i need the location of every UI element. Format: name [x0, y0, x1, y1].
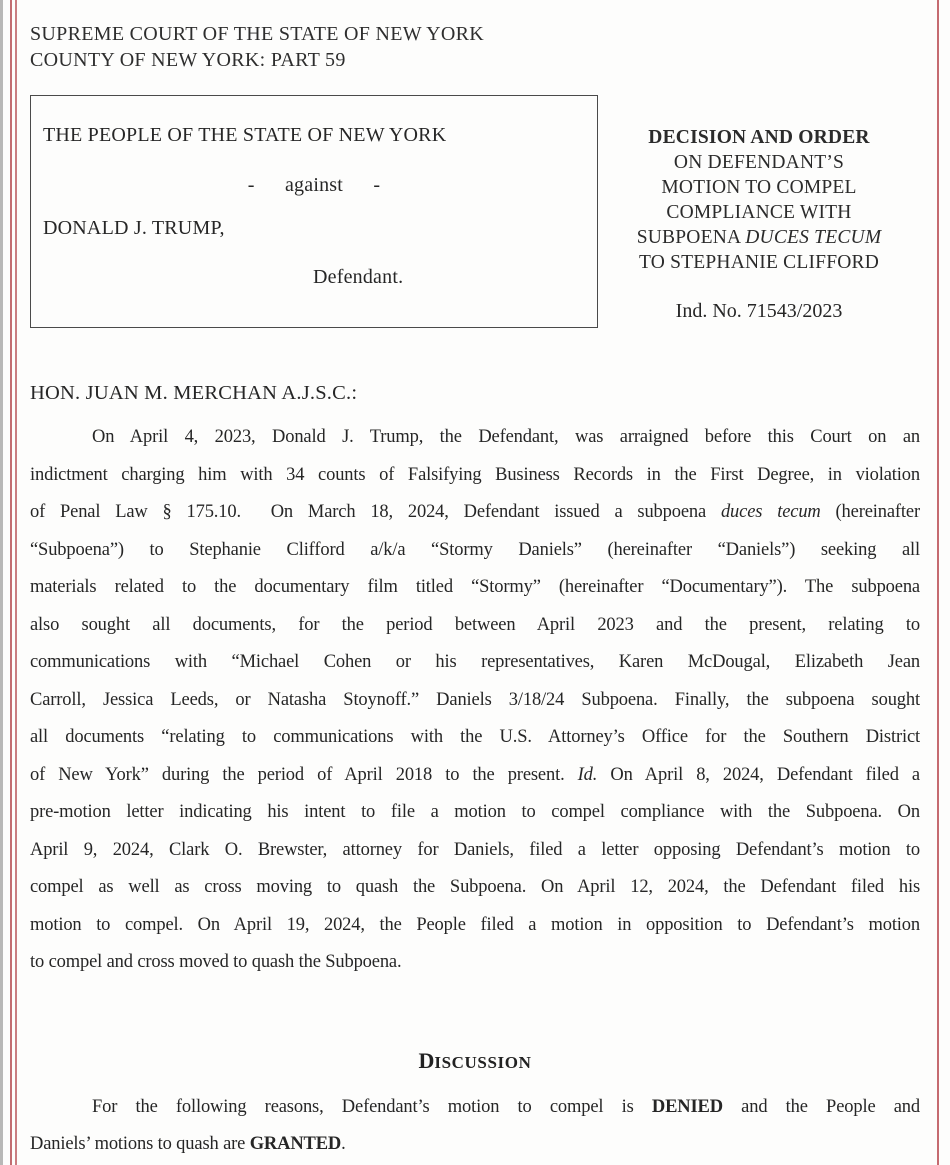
body-text-line [30, 419, 920, 457]
title-line-6: TO STEPHANIE CLIFFORD [638, 252, 880, 273]
title-line-4: COMPLIANCE WITH [666, 202, 852, 223]
text-segment: indictment charging him with 34 counts of Falsifying Business Records in the First Degree, in violation [30, 464, 920, 485]
text-segment: compel as well as cross moving to quash the Subpoena. On April 12, 2024, the Defendant filed his [30, 877, 920, 897]
body-text-line [30, 607, 920, 645]
text-segment: April 9, 2024, Clark O. Brewster, attorney for Daniels, filed a letter opposing Defendant’s motion to [30, 839, 920, 860]
body-text-line [30, 794, 920, 832]
court-name: SUPREME COURT OF THE STATE OF NEW YORK [30, 23, 485, 45]
body-text-line [30, 869, 920, 907]
defendant-name: DONALD J. TRUMP, [43, 217, 225, 239]
left-margin-rule-inner [15, 0, 17, 1165]
caption-section [30, 95, 920, 328]
text-segment: Daniels’ motions to quash are [30, 1134, 250, 1154]
text-segment: of Penal Law § 175.10. On March 18, 2024, Defendant issued a subpoena [30, 502, 721, 522]
body-text-line [30, 907, 920, 945]
duces-tecum-italic: DUCES TECUM [745, 227, 882, 248]
defendant-label: Defendant. [313, 266, 404, 288]
index-number: Ind. No. 71543/2023 [675, 300, 843, 322]
document-content [30, 0, 920, 1164]
left-margin-rule-outer [10, 0, 12, 1165]
title-line-3: MOTION TO COMPEL [661, 177, 857, 198]
title-line-5 [598, 225, 920, 250]
text-segment: For the following reasons, Defendant’s motion to compel is [92, 1096, 652, 1117]
text-segment: pre-motion letter indicating his intent to file a motion to compel compliance with the Subpoena. On [30, 802, 920, 822]
body-text-line [30, 944, 920, 982]
text-segment: (hereinafter [820, 502, 920, 522]
bold-ruling-text: GRANTED [249, 1134, 342, 1154]
body-text-line [30, 457, 920, 495]
body-text-line [30, 757, 920, 795]
italic-text: duces tecum [720, 502, 821, 522]
title-column [598, 95, 920, 328]
text-segment: materials related to the documentary film titled “Stormy” (hereinafter “Documentary”). The subpoena [30, 577, 920, 597]
text-segment: On April 8, 2024, Defendant filed a [597, 764, 920, 785]
text-segment: motion to compel. On April 19, 2024, the People filed a motion in opposition to Defendant’s motion [30, 914, 920, 935]
title-line-1: DECISION AND ORDER [648, 127, 870, 148]
text-segment: On April 4, 2023, Donald J. Trump, the Defendant, was arraigned before this Court on an [92, 427, 920, 447]
text-segment: “Subpoena”) to Stephanie Clifford a/k/a “Stormy Daniels” (hereinafter “Daniels”) seeking all [30, 539, 920, 560]
body-text-line [30, 569, 920, 607]
bold-ruling-text: DENIED [651, 1096, 723, 1117]
text-segment: and the People and [722, 1096, 920, 1117]
discussion-heading-rest: ISCUSSION [434, 1052, 532, 1072]
body-text-line [30, 832, 920, 870]
discussion-heading-initial: D [418, 1047, 435, 1073]
text-segment: all documents “relating to communications with the U.S. Attorney’s Office for the Southern District [30, 727, 920, 747]
body-text-line [30, 719, 920, 757]
body-text-line [30, 532, 920, 570]
text-segment: Carroll, Jessica Leeds, or Natasha Stoynoff.” Daniels 3/18/24 Subpoena. Finally, the subpoena sought [30, 689, 920, 710]
text-segment: to compel and cross moved to quash the Subpoena. [30, 952, 402, 972]
discussion-heading [30, 1046, 920, 1076]
discussion-paragraph [30, 1089, 920, 1164]
italic-text: Id. [577, 764, 598, 785]
judge-line: HON. JUAN M. MERCHAN A.J.S.C.: [30, 382, 358, 404]
case-caption-box [30, 95, 598, 328]
procedural-history-paragraph [30, 419, 920, 982]
text-segment: . [341, 1134, 346, 1154]
against-line: - against - [247, 174, 381, 196]
court-header [30, 21, 920, 73]
scan-edge-shadow [0, 0, 3, 1165]
subpoena-text: SUBPOENA [636, 227, 746, 248]
body-text-line [30, 682, 920, 720]
right-margin-rule [937, 0, 939, 1165]
text-segment: of New York” during the period of April 2018 to the present. [30, 764, 578, 785]
body-text-line [30, 1126, 920, 1164]
text-segment: also sought all documents, for the period between April 2023 and the present, relating to [30, 614, 920, 635]
plaintiff-name: THE PEOPLE OF THE STATE OF NEW YORK [43, 124, 447, 146]
county-part-line: COUNTY OF NEW YORK: PART 59 [30, 49, 346, 71]
body-text-line [30, 644, 920, 682]
body-text-line [30, 1089, 920, 1127]
decision-order-title [598, 125, 920, 275]
title-line-2: ON DEFENDANT’S [673, 152, 845, 173]
text-segment: communications with “Michael Cohen or his representatives, Karen McDougal, Elizabeth Jean [30, 652, 920, 672]
body-text-line [30, 494, 920, 532]
